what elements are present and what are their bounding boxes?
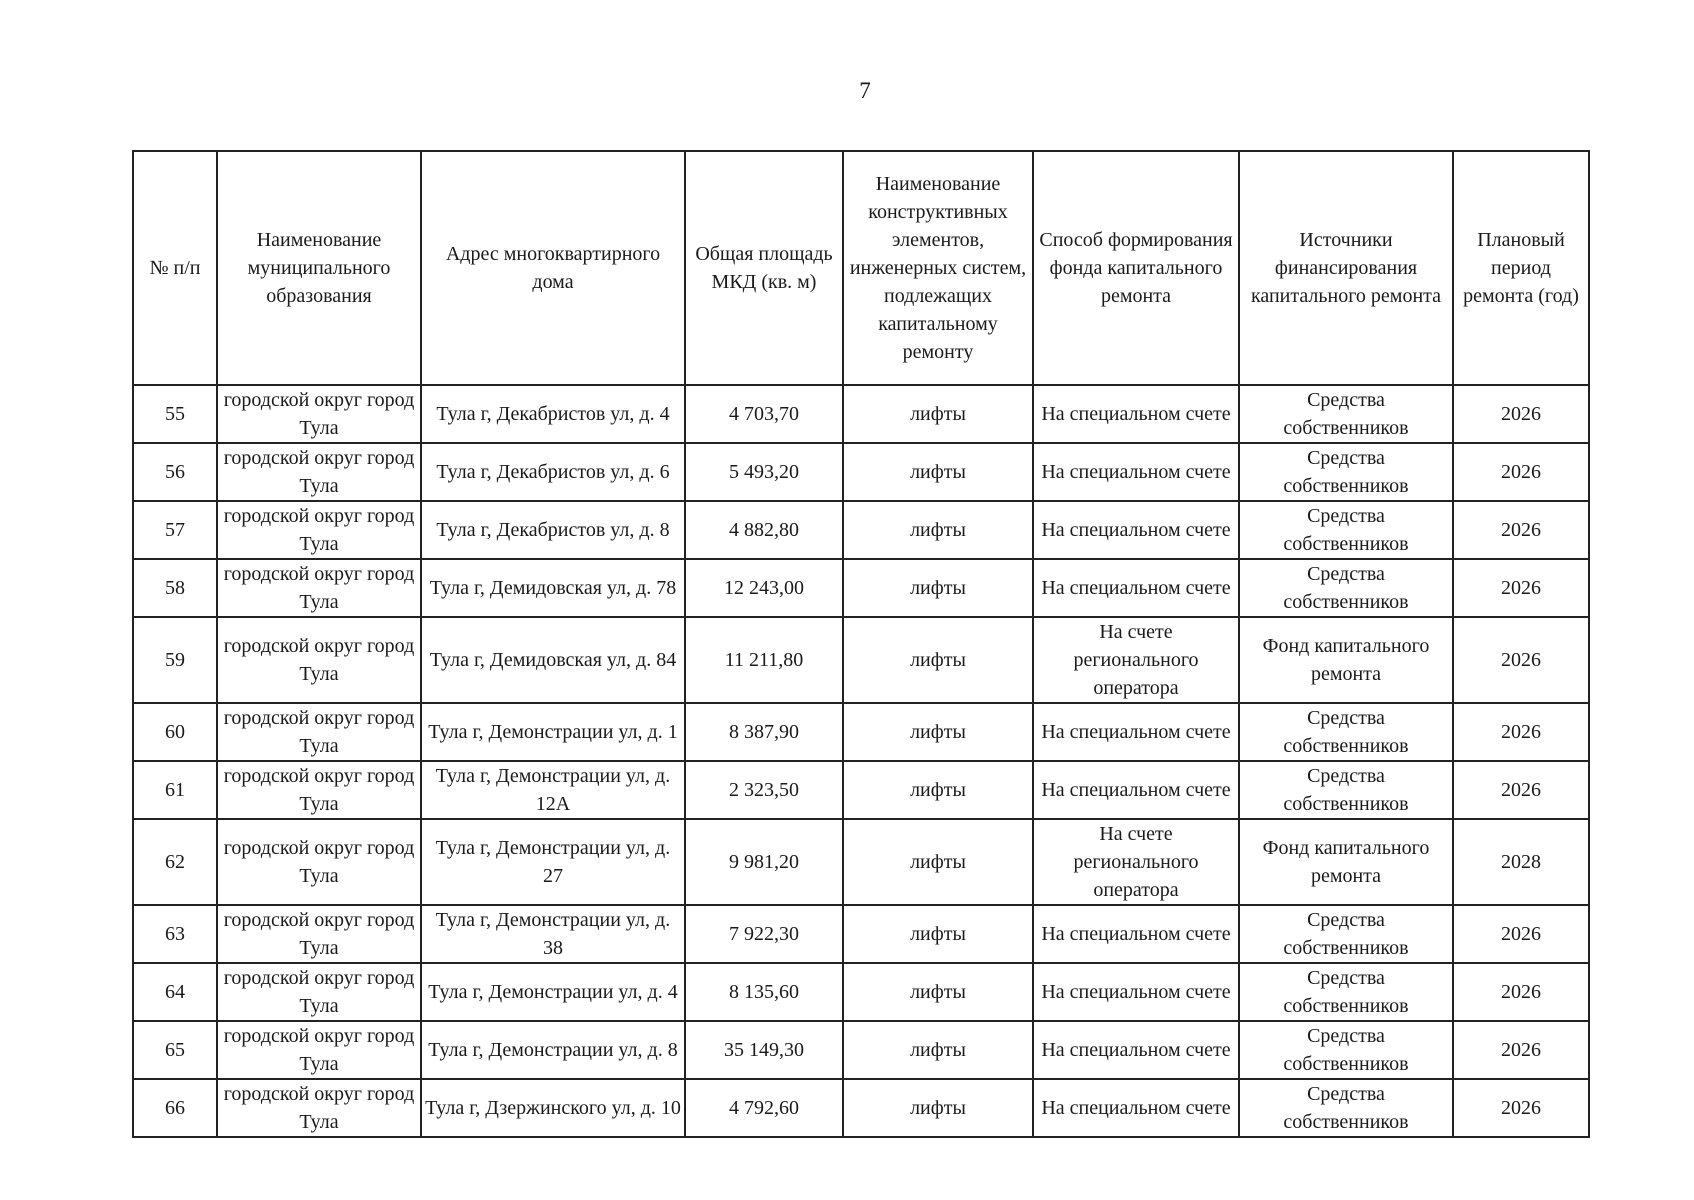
cell-address: Тула г, Демонстрации ул, д. 27 [421,819,685,905]
cell-municipality: городской округ город Тула [217,559,421,617]
cell-area: 12 243,00 [685,559,843,617]
cell-municipality: городской округ город Тула [217,963,421,1021]
cell-funding-source: Средства собственников [1239,703,1453,761]
header-fund-method: Способ формирования фонда капитального ремонта [1033,151,1239,385]
cell-planned-year: 2026 [1453,963,1589,1021]
cell-address: Тула г, Декабристов ул, д. 4 [421,385,685,443]
table-row [133,761,1589,819]
cell-fund-method: На счете регионального оператора [1033,617,1239,703]
table-row [133,617,1589,703]
cell-element: лифты [843,385,1033,443]
cell-fund-method: На специальном счете [1033,1079,1239,1137]
cell-number: 61 [133,761,217,819]
cell-number: 55 [133,385,217,443]
cell-funding-source: Фонд капитального ремонта [1239,617,1453,703]
cell-number: 58 [133,559,217,617]
table-row [133,1079,1589,1137]
cell-municipality: городской округ город Тула [217,1021,421,1079]
cell-municipality: городской округ город Тула [217,819,421,905]
cell-element: лифты [843,761,1033,819]
table-row [133,501,1589,559]
cell-municipality: городской округ город Тула [217,501,421,559]
cell-planned-year: 2026 [1453,617,1589,703]
cell-planned-year: 2026 [1453,1079,1589,1137]
cell-area: 8 135,60 [685,963,843,1021]
cell-fund-method: На специальном счете [1033,963,1239,1021]
header-municipality: Наименование муниципального образования [217,151,421,385]
cell-number: 62 [133,819,217,905]
cell-fund-method: На специальном счете [1033,443,1239,501]
header-address: Адрес многоквартирного дома [421,151,685,385]
cell-element: лифты [843,1021,1033,1079]
cell-funding-source: Средства собственников [1239,963,1453,1021]
cell-address: Тула г, Дзержинского ул, д. 10 [421,1079,685,1137]
header-number: № п/п [133,151,217,385]
cell-fund-method: На специальном счете [1033,703,1239,761]
cell-municipality: городской округ город Тула [217,761,421,819]
cell-funding-source: Средства собственников [1239,1079,1453,1137]
cell-element: лифты [843,819,1033,905]
cell-planned-year: 2028 [1453,819,1589,905]
cell-area: 4 792,60 [685,1079,843,1137]
cell-area: 8 387,90 [685,703,843,761]
cell-address: Тула г, Демонстрации ул, д. 12А [421,761,685,819]
cell-planned-year: 2026 [1453,385,1589,443]
header-area: Общая площадь МКД (кв. м) [685,151,843,385]
cell-planned-year: 2026 [1453,1021,1589,1079]
cell-element: лифты [843,703,1033,761]
header-planned-year: Плановый период ремонта (год) [1453,151,1589,385]
cell-funding-source: Средства собственников [1239,501,1453,559]
cell-element: лифты [843,559,1033,617]
cell-address: Тула г, Декабристов ул, д. 8 [421,501,685,559]
cell-area: 7 922,30 [685,905,843,963]
cell-element: лифты [843,905,1033,963]
cell-fund-method: На специальном счете [1033,385,1239,443]
table-row [133,559,1589,617]
cell-fund-method: На специальном счете [1033,501,1239,559]
cell-element: лифты [843,443,1033,501]
table-row [133,385,1589,443]
cell-municipality: городской округ город Тула [217,1079,421,1137]
table-row [133,703,1589,761]
cell-funding-source: Фонд капитального ремонта [1239,819,1453,905]
cell-municipality: городской округ город Тула [217,443,421,501]
cell-address: Тула г, Демидовская ул, д. 84 [421,617,685,703]
table-row [133,819,1589,905]
capital-repair-table [132,150,1590,1138]
cell-area: 2 323,50 [685,761,843,819]
page-number: 7 [859,78,871,103]
cell-area: 5 493,20 [685,443,843,501]
table-row [133,1021,1589,1079]
cell-funding-source: Средства собственников [1239,443,1453,501]
cell-address: Тула г, Демонстрации ул, д. 8 [421,1021,685,1079]
cell-municipality: городской округ город Тула [217,385,421,443]
cell-address: Тула г, Демонстрации ул, д. 4 [421,963,685,1021]
cell-area: 11 211,80 [685,617,843,703]
cell-funding-source: Средства собственников [1239,559,1453,617]
cell-area: 35 149,30 [685,1021,843,1079]
cell-area: 9 981,20 [685,819,843,905]
table-row [133,905,1589,963]
cell-address: Тула г, Декабристов ул, д. 6 [421,443,685,501]
cell-address: Тула г, Демидовская ул, д. 78 [421,559,685,617]
cell-number: 64 [133,963,217,1021]
header-elements: Наименование конструктивных элементов, инженерных систем, подлежащих капитальному ремонту [843,151,1033,385]
cell-number: 66 [133,1079,217,1137]
cell-municipality: городской округ город Тула [217,703,421,761]
cell-fund-method: На специальном счете [1033,559,1239,617]
cell-planned-year: 2026 [1453,443,1589,501]
cell-municipality: городской округ город Тула [217,905,421,963]
cell-number: 57 [133,501,217,559]
cell-element: лифты [843,1079,1033,1137]
cell-number: 65 [133,1021,217,1079]
cell-fund-method: На специальном счете [1033,761,1239,819]
cell-address: Тула г, Демонстрации ул, д. 1 [421,703,685,761]
cell-number: 56 [133,443,217,501]
cell-funding-source: Средства собственников [1239,385,1453,443]
cell-area: 4 882,80 [685,501,843,559]
cell-planned-year: 2026 [1453,905,1589,963]
cell-fund-method: На специальном счете [1033,905,1239,963]
cell-element: лифты [843,963,1033,1021]
cell-funding-source: Средства собственников [1239,905,1453,963]
table-row [133,963,1589,1021]
cell-area: 4 703,70 [685,385,843,443]
cell-element: лифты [843,501,1033,559]
table-header-row [133,151,1589,385]
cell-fund-method: На счете регионального оператора [1033,819,1239,905]
cell-funding-source: Средства собственников [1239,761,1453,819]
cell-planned-year: 2026 [1453,501,1589,559]
cell-address: Тула г, Демонстрации ул, д. 38 [421,905,685,963]
cell-number: 59 [133,617,217,703]
cell-number: 63 [133,905,217,963]
header-funding-source: Источники финансирования капитального ремонта [1239,151,1453,385]
cell-planned-year: 2026 [1453,559,1589,617]
cell-planned-year: 2026 [1453,703,1589,761]
table-row [133,443,1589,501]
cell-municipality: городской округ город Тула [217,617,421,703]
cell-element: лифты [843,617,1033,703]
cell-planned-year: 2026 [1453,761,1589,819]
cell-funding-source: Средства собственников [1239,1021,1453,1079]
cell-number: 60 [133,703,217,761]
cell-fund-method: На специальном счете [1033,1021,1239,1079]
